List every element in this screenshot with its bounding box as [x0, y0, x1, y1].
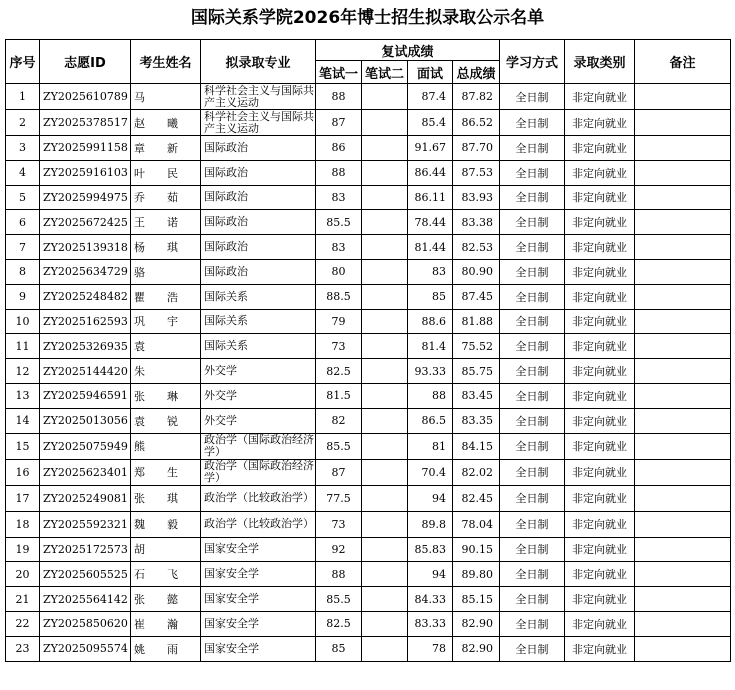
cell-mode: 全日制: [500, 611, 565, 636]
cell-id: ZY2025634729: [40, 259, 131, 284]
cell-id: ZY2025249081: [40, 485, 131, 511]
cell-interview: 83.33: [408, 611, 453, 636]
cell-name: 郑 生: [131, 459, 201, 485]
cell-seq: 23: [6, 636, 40, 661]
cell-interview: 81: [408, 433, 453, 459]
cell-mode: 全日制: [500, 235, 565, 260]
cell-remark: [635, 485, 731, 511]
cell-written1: 87: [316, 459, 362, 485]
cell-name: 魏 毅: [131, 511, 201, 537]
cell-written2: [362, 185, 408, 210]
cell-remark: [635, 334, 731, 359]
cell-id: ZY2025075949: [40, 433, 131, 459]
cell-category: 非定向就业: [565, 210, 635, 235]
cell-id: ZY2025378517: [40, 110, 131, 136]
cell-major: 国际政治: [201, 259, 316, 284]
admission-table: [5, 39, 731, 662]
cell-id: ZY2025605525: [40, 562, 131, 587]
cell-major: 国际政治: [201, 160, 316, 185]
cell-id: ZY2025139318: [40, 235, 131, 260]
cell-written2: [362, 408, 408, 433]
cell-remark: [635, 259, 731, 284]
cell-category: 非定向就业: [565, 160, 635, 185]
cell-interview: 88: [408, 383, 453, 408]
cell-id: ZY2025095574: [40, 636, 131, 661]
cell-category: 非定向就业: [565, 259, 635, 284]
cell-seq: 21: [6, 587, 40, 612]
cell-mode: 全日制: [500, 511, 565, 537]
cell-total: 85.75: [453, 359, 500, 384]
cell-total: 82.02: [453, 459, 500, 485]
cell-id: ZY2025564142: [40, 587, 131, 612]
cell-mode: 全日制: [500, 210, 565, 235]
cell-total: 78.04: [453, 511, 500, 537]
cell-written1: 86: [316, 136, 362, 161]
cell-written2: [362, 611, 408, 636]
table-row: [6, 537, 731, 562]
table-row: [6, 562, 731, 587]
cell-major: 科学社会主义与国际共产主义运动: [201, 110, 316, 136]
cell-mode: 全日制: [500, 309, 565, 334]
table-row: [6, 136, 731, 161]
cell-interview: 93.33: [408, 359, 453, 384]
cell-name: 张 琪: [131, 485, 201, 511]
cell-total: 81.88: [453, 309, 500, 334]
cell-written2: [362, 259, 408, 284]
cell-remark: [635, 84, 731, 110]
cell-seq: 2: [6, 110, 40, 136]
cell-id: ZY2025592321: [40, 511, 131, 537]
header-seq: 序号: [6, 40, 40, 84]
table-row: [6, 359, 731, 384]
cell-total: 87.53: [453, 160, 500, 185]
cell-written1: 82.5: [316, 359, 362, 384]
cell-mode: 全日制: [500, 284, 565, 309]
cell-remark: [635, 562, 731, 587]
cell-mode: 全日制: [500, 383, 565, 408]
cell-major: 国家安全学: [201, 587, 316, 612]
cell-remark: [635, 537, 731, 562]
cell-category: 非定向就业: [565, 284, 635, 309]
cell-total: 80.90: [453, 259, 500, 284]
cell-major: 政治学（比较政治学）: [201, 511, 316, 537]
cell-mode: 全日制: [500, 185, 565, 210]
cell-category: 非定向就业: [565, 562, 635, 587]
cell-mode: 全日制: [500, 459, 565, 485]
cell-name: 骆: [131, 259, 201, 284]
cell-interview: 81.44: [408, 235, 453, 260]
table-row: [6, 383, 731, 408]
cell-total: 87.45: [453, 284, 500, 309]
cell-category: 非定向就业: [565, 383, 635, 408]
cell-written2: [362, 110, 408, 136]
header-id: 志愿ID: [40, 40, 131, 84]
cell-total: 83.93: [453, 185, 500, 210]
cell-category: 非定向就业: [565, 136, 635, 161]
table-row: [6, 235, 731, 260]
cell-id: ZY2025994975: [40, 185, 131, 210]
cell-remark: [635, 359, 731, 384]
cell-name: 叶 民: [131, 160, 201, 185]
cell-interview: 81.4: [408, 334, 453, 359]
cell-major: 政治学（国际政治经济学）: [201, 459, 316, 485]
cell-total: 83.38: [453, 210, 500, 235]
table-row: [6, 110, 731, 136]
cell-major: 科学社会主义与国际共产主义运动: [201, 84, 316, 110]
cell-category: 非定向就业: [565, 110, 635, 136]
table-row: [6, 611, 731, 636]
cell-written1: 80: [316, 259, 362, 284]
cell-id: ZY2025991158: [40, 136, 131, 161]
header-name: 考生姓名: [131, 40, 201, 84]
cell-written2: [362, 309, 408, 334]
cell-name: 袁: [131, 334, 201, 359]
cell-name: 崔 瀚: [131, 611, 201, 636]
cell-mode: 全日制: [500, 259, 565, 284]
cell-mode: 全日制: [500, 84, 565, 110]
cell-written1: 83: [316, 185, 362, 210]
header-total: 总成绩: [453, 61, 500, 84]
cell-id: ZY2025172573: [40, 537, 131, 562]
cell-major: 国际关系: [201, 334, 316, 359]
cell-total: 75.52: [453, 334, 500, 359]
cell-remark: [635, 160, 731, 185]
cell-remark: [635, 284, 731, 309]
cell-remark: [635, 636, 731, 661]
header-written1: 笔试一: [316, 61, 362, 84]
cell-id: ZY2025916103: [40, 160, 131, 185]
cell-seq: 1: [6, 84, 40, 110]
cell-interview: 89.8: [408, 511, 453, 537]
table-row: [6, 636, 731, 661]
cell-interview: 78: [408, 636, 453, 661]
cell-written1: 83: [316, 235, 362, 260]
cell-category: 非定向就业: [565, 511, 635, 537]
cell-category: 非定向就业: [565, 587, 635, 612]
cell-written2: [362, 383, 408, 408]
cell-written2: [362, 562, 408, 587]
cell-seq: 5: [6, 185, 40, 210]
cell-category: 非定向就业: [565, 537, 635, 562]
cell-name: 熊: [131, 433, 201, 459]
cell-interview: 78.44: [408, 210, 453, 235]
cell-interview: 86.5: [408, 408, 453, 433]
cell-seq: 4: [6, 160, 40, 185]
cell-name: 马: [131, 84, 201, 110]
table-row: [6, 160, 731, 185]
cell-name: 乔 茹: [131, 185, 201, 210]
header-remark: 备注: [635, 40, 731, 84]
cell-major: 国际政治: [201, 136, 316, 161]
cell-written1: 88: [316, 84, 362, 110]
cell-remark: [635, 587, 731, 612]
cell-total: 84.15: [453, 433, 500, 459]
cell-total: 89.80: [453, 562, 500, 587]
cell-category: 非定向就业: [565, 359, 635, 384]
cell-mode: 全日制: [500, 110, 565, 136]
cell-interview: 94: [408, 485, 453, 511]
table-row: [6, 587, 731, 612]
header-category: 录取类别: [565, 40, 635, 84]
cell-seq: 18: [6, 511, 40, 537]
cell-category: 非定向就业: [565, 485, 635, 511]
cell-remark: [635, 433, 731, 459]
cell-total: 86.52: [453, 110, 500, 136]
header-written2: 笔试二: [362, 61, 408, 84]
cell-interview: 85.83: [408, 537, 453, 562]
cell-category: 非定向就业: [565, 408, 635, 433]
cell-seq: 19: [6, 537, 40, 562]
table-row: [6, 408, 731, 433]
cell-major: 国际政治: [201, 235, 316, 260]
header-interview: 面试: [408, 61, 453, 84]
cell-mode: 全日制: [500, 359, 565, 384]
cell-total: 87.70: [453, 136, 500, 161]
cell-remark: [635, 210, 731, 235]
cell-seq: 15: [6, 433, 40, 459]
cell-id: ZY2025623401: [40, 459, 131, 485]
cell-mode: 全日制: [500, 485, 565, 511]
cell-interview: 70.4: [408, 459, 453, 485]
cell-written1: 85.5: [316, 433, 362, 459]
cell-major: 政治学（比较政治学）: [201, 485, 316, 511]
cell-mode: 全日制: [500, 433, 565, 459]
cell-remark: [635, 383, 731, 408]
cell-id: ZY2025326935: [40, 334, 131, 359]
cell-major: 国际关系: [201, 284, 316, 309]
cell-name: 杨 琪: [131, 235, 201, 260]
cell-remark: [635, 408, 731, 433]
cell-remark: [635, 136, 731, 161]
cell-name: 赵 曦: [131, 110, 201, 136]
cell-written2: [362, 511, 408, 537]
cell-written1: 85: [316, 636, 362, 661]
header-major: 拟录取专业: [201, 40, 316, 84]
cell-written2: [362, 284, 408, 309]
cell-remark: [635, 309, 731, 334]
cell-id: ZY2025850620: [40, 611, 131, 636]
table-row: [6, 259, 731, 284]
table-row: [6, 185, 731, 210]
cell-total: 85.15: [453, 587, 500, 612]
cell-written2: [362, 537, 408, 562]
cell-mode: 全日制: [500, 136, 565, 161]
cell-major: 国家安全学: [201, 562, 316, 587]
cell-category: 非定向就业: [565, 185, 635, 210]
cell-written1: 87: [316, 110, 362, 136]
cell-category: 非定向就业: [565, 309, 635, 334]
cell-remark: [635, 235, 731, 260]
cell-interview: 85: [408, 284, 453, 309]
cell-written2: [362, 160, 408, 185]
cell-id: ZY2025013056: [40, 408, 131, 433]
cell-remark: [635, 611, 731, 636]
cell-major: 国际关系: [201, 309, 316, 334]
cell-id: ZY2025248482: [40, 284, 131, 309]
document-title: 国际关系学院2026年博士招生拟录取公示名单: [190, 8, 545, 28]
cell-category: 非定向就业: [565, 636, 635, 661]
cell-major: 国际政治: [201, 185, 316, 210]
cell-written1: 77.5: [316, 485, 362, 511]
cell-written2: [362, 459, 408, 485]
cell-seq: 9: [6, 284, 40, 309]
header-retest: 复试成绩: [316, 40, 500, 61]
cell-total: 90.15: [453, 537, 500, 562]
cell-major: 外交学: [201, 383, 316, 408]
cell-major: 国家安全学: [201, 537, 316, 562]
cell-name: 胡: [131, 537, 201, 562]
cell-mode: 全日制: [500, 562, 565, 587]
cell-written2: [362, 587, 408, 612]
table-row: [6, 84, 731, 110]
table-row: [6, 485, 731, 511]
cell-seq: 7: [6, 235, 40, 260]
cell-total: 82.53: [453, 235, 500, 260]
cell-mode: 全日制: [500, 160, 565, 185]
cell-seq: 14: [6, 408, 40, 433]
cell-written2: [362, 359, 408, 384]
table-row: [6, 210, 731, 235]
cell-category: 非定向就业: [565, 334, 635, 359]
cell-written1: 85.5: [316, 210, 362, 235]
cell-seq: 11: [6, 334, 40, 359]
cell-written1: 88: [316, 160, 362, 185]
cell-interview: 84.33: [408, 587, 453, 612]
cell-seq: 17: [6, 485, 40, 511]
cell-major: 外交学: [201, 359, 316, 384]
cell-written1: 73: [316, 334, 362, 359]
cell-written2: [362, 636, 408, 661]
cell-remark: [635, 511, 731, 537]
cell-written1: 85.5: [316, 587, 362, 612]
cell-category: 非定向就业: [565, 433, 635, 459]
cell-major: 国家安全学: [201, 636, 316, 661]
cell-written1: 82: [316, 408, 362, 433]
cell-id: ZY2025144420: [40, 359, 131, 384]
cell-written1: 88: [316, 562, 362, 587]
cell-mode: 全日制: [500, 636, 565, 661]
cell-written1: 81.5: [316, 383, 362, 408]
cell-written1: 88.5: [316, 284, 362, 309]
cell-name: 石 飞: [131, 562, 201, 587]
cell-seq: 20: [6, 562, 40, 587]
cell-remark: [635, 110, 731, 136]
cell-written1: 82.5: [316, 611, 362, 636]
cell-interview: 86.11: [408, 185, 453, 210]
cell-written2: [362, 433, 408, 459]
cell-id: ZY2025946591: [40, 383, 131, 408]
header-mode: 学习方式: [500, 40, 565, 84]
cell-id: ZY2025162593: [40, 309, 131, 334]
table-row: [6, 309, 731, 334]
cell-interview: 94: [408, 562, 453, 587]
cell-mode: 全日制: [500, 587, 565, 612]
cell-total: 83.35: [453, 408, 500, 433]
cell-total: 83.45: [453, 383, 500, 408]
cell-written1: 92: [316, 537, 362, 562]
cell-total: 87.82: [453, 84, 500, 110]
cell-seq: 10: [6, 309, 40, 334]
cell-name: 姚 雨: [131, 636, 201, 661]
cell-mode: 全日制: [500, 537, 565, 562]
cell-name: 张 懿: [131, 587, 201, 612]
cell-category: 非定向就业: [565, 459, 635, 485]
cell-total: 82.90: [453, 636, 500, 661]
cell-major: 国际政治: [201, 210, 316, 235]
cell-seq: 6: [6, 210, 40, 235]
cell-interview: 91.67: [408, 136, 453, 161]
cell-name: 章 新: [131, 136, 201, 161]
cell-written1: 73: [316, 511, 362, 537]
cell-written2: [362, 210, 408, 235]
cell-seq: 12: [6, 359, 40, 384]
cell-written2: [362, 84, 408, 110]
cell-seq: 22: [6, 611, 40, 636]
cell-remark: [635, 185, 731, 210]
cell-total: 82.90: [453, 611, 500, 636]
cell-major: 国家安全学: [201, 611, 316, 636]
cell-id: ZY2025672425: [40, 210, 131, 235]
cell-interview: 88.6: [408, 309, 453, 334]
table-row: [6, 511, 731, 537]
cell-name: 瞿 浩: [131, 284, 201, 309]
cell-seq: 16: [6, 459, 40, 485]
cell-written2: [362, 136, 408, 161]
cell-interview: 83: [408, 259, 453, 284]
cell-written1: 79: [316, 309, 362, 334]
cell-written2: [362, 334, 408, 359]
cell-interview: 87.4: [408, 84, 453, 110]
cell-category: 非定向就业: [565, 235, 635, 260]
cell-category: 非定向就业: [565, 84, 635, 110]
cell-remark: [635, 459, 731, 485]
cell-mode: 全日制: [500, 408, 565, 433]
cell-category: 非定向就业: [565, 611, 635, 636]
table-row: [6, 459, 731, 485]
cell-seq: 3: [6, 136, 40, 161]
cell-name: 巩 宇: [131, 309, 201, 334]
cell-major: 政治学（国际政治经济学）: [201, 433, 316, 459]
cell-written2: [362, 235, 408, 260]
cell-seq: 13: [6, 383, 40, 408]
table-row: [6, 334, 731, 359]
cell-major: 外交学: [201, 408, 316, 433]
cell-name: 朱: [131, 359, 201, 384]
cell-interview: 85.4: [408, 110, 453, 136]
cell-total: 82.45: [453, 485, 500, 511]
cell-name: 王 诺: [131, 210, 201, 235]
cell-seq: 8: [6, 259, 40, 284]
cell-id: ZY2025610789: [40, 84, 131, 110]
table-row: [6, 284, 731, 309]
cell-name: 袁 锐: [131, 408, 201, 433]
cell-written2: [362, 485, 408, 511]
table-row: [6, 433, 731, 459]
cell-interview: 86.44: [408, 160, 453, 185]
cell-name: 张 琳: [131, 383, 201, 408]
cell-mode: 全日制: [500, 334, 565, 359]
